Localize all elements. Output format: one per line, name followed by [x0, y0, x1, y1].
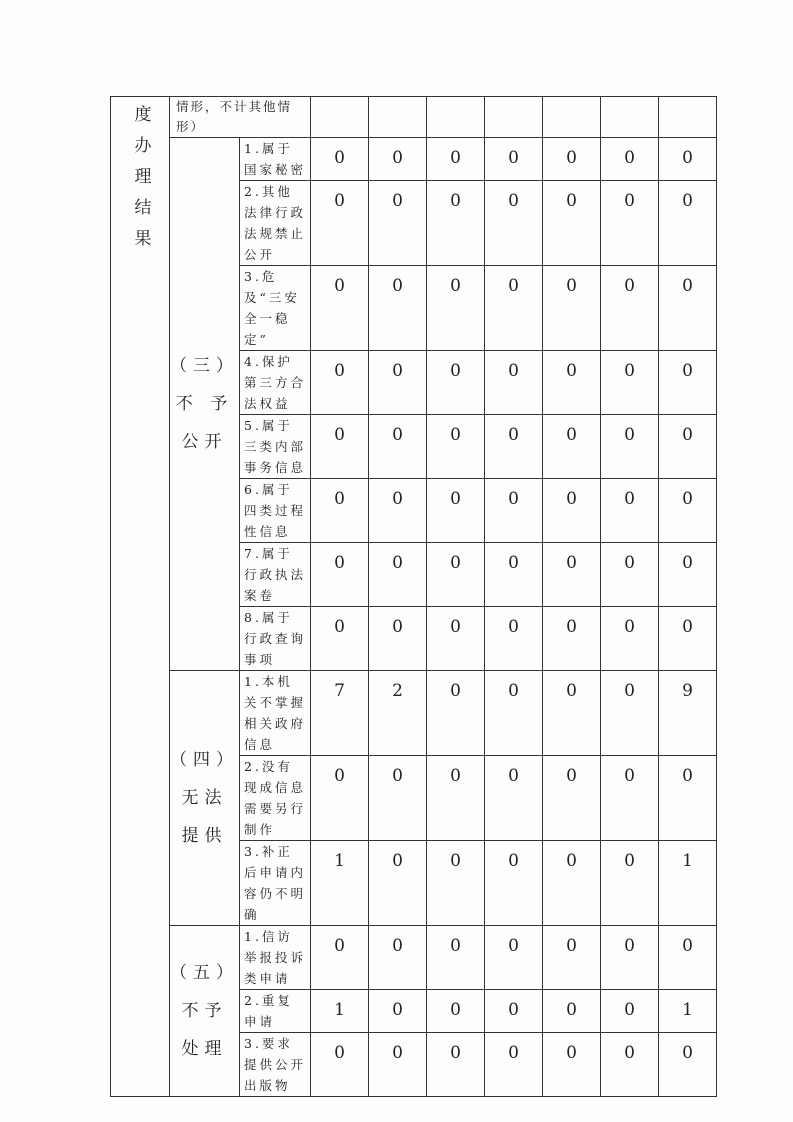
value-cell: 0 — [485, 138, 543, 181]
value-cell: 0 — [485, 990, 543, 1033]
empty-cell — [485, 97, 543, 138]
value-cell: 0 — [601, 990, 659, 1033]
value-cell: 0 — [659, 926, 717, 990]
item-label: 2.没有现成信息需要另行制作 — [240, 756, 311, 841]
item-label: 1.本机关不掌握相关政府信息 — [240, 671, 311, 756]
value-cell: 0 — [485, 543, 543, 607]
item-label: 1.信访举报投诉类申请 — [240, 926, 311, 990]
value-cell: 0 — [543, 181, 601, 266]
value-cell: 0 — [485, 415, 543, 479]
value-cell: 0 — [543, 479, 601, 543]
value-cell: 0 — [369, 351, 427, 415]
group-label-cell — [170, 671, 240, 926]
value-cell: 0 — [485, 756, 543, 841]
value-cell: 0 — [369, 756, 427, 841]
value-cell: 0 — [311, 1033, 369, 1097]
value-cell: 0 — [659, 415, 717, 479]
value-cell: 0 — [369, 266, 427, 351]
value-cell: 0 — [369, 841, 427, 926]
statistics-table — [110, 96, 717, 1097]
value-cell: 0 — [427, 756, 485, 841]
group-label-cell — [170, 926, 240, 1097]
value-cell: 0 — [543, 415, 601, 479]
item-label: 6.属于四类过程性信息 — [240, 479, 311, 543]
value-cell: 0 — [543, 756, 601, 841]
value-cell: 0 — [543, 351, 601, 415]
value-cell: 0 — [543, 1033, 601, 1097]
value-cell: 0 — [427, 415, 485, 479]
value-cell: 0 — [543, 266, 601, 351]
value-cell: 0 — [369, 926, 427, 990]
value-cell: 0 — [485, 181, 543, 266]
value-cell: 0 — [543, 543, 601, 607]
value-cell: 0 — [311, 479, 369, 543]
section-label-cell — [111, 97, 170, 1097]
empty-cell — [659, 97, 717, 138]
empty-cell — [427, 97, 485, 138]
value-cell: 0 — [543, 990, 601, 1033]
value-cell: 1 — [311, 990, 369, 1033]
empty-cell — [311, 97, 369, 138]
value-cell: 0 — [427, 181, 485, 266]
value-cell: 0 — [659, 138, 717, 181]
value-cell: 7 — [311, 671, 369, 756]
value-cell: 0 — [485, 607, 543, 671]
value-cell: 0 — [427, 479, 485, 543]
value-cell: 0 — [659, 607, 717, 671]
value-cell: 0 — [601, 841, 659, 926]
value-cell: 0 — [601, 181, 659, 266]
value-cell: 0 — [427, 1033, 485, 1097]
value-cell: 0 — [485, 841, 543, 926]
value-cell: 0 — [485, 351, 543, 415]
value-cell: 0 — [543, 671, 601, 756]
item-label: 2.其他法律行政法规禁止公开 — [240, 181, 311, 266]
value-cell: 0 — [369, 415, 427, 479]
value-cell: 0 — [311, 351, 369, 415]
value-cell: 0 — [485, 266, 543, 351]
value-cell: 0 — [369, 1033, 427, 1097]
item-label: 1.属于国家秘密 — [240, 138, 311, 181]
value-cell: 0 — [659, 479, 717, 543]
value-cell: 9 — [659, 671, 717, 756]
value-cell: 0 — [427, 138, 485, 181]
value-cell: 0 — [543, 926, 601, 990]
value-cell: 0 — [601, 543, 659, 607]
item-label: 5.属于三类内部事务信息 — [240, 415, 311, 479]
continuation-text: 情形，不计其他情形） — [170, 97, 311, 138]
value-cell: 0 — [601, 1033, 659, 1097]
value-cell: 0 — [601, 756, 659, 841]
section-label: 度办理结果 — [130, 105, 151, 260]
value-cell: 0 — [427, 266, 485, 351]
item-label: 8.属于行政查询事项 — [240, 607, 311, 671]
value-cell: 0 — [311, 756, 369, 841]
value-cell: 0 — [601, 415, 659, 479]
value-cell: 0 — [601, 351, 659, 415]
item-label: 3.危及“三安全一稳定” — [240, 266, 311, 351]
value-cell: 0 — [659, 351, 717, 415]
value-cell: 1 — [659, 990, 717, 1033]
value-cell: 1 — [311, 841, 369, 926]
item-label: 7.属于行政执法案卷 — [240, 543, 311, 607]
value-cell: 0 — [485, 671, 543, 756]
empty-cell — [369, 97, 427, 138]
value-cell: 0 — [427, 351, 485, 415]
value-cell: 0 — [659, 1033, 717, 1097]
group-label-line: 不予 — [181, 1001, 228, 1021]
empty-cell — [601, 97, 659, 138]
value-cell: 0 — [311, 266, 369, 351]
value-cell: 0 — [485, 479, 543, 543]
value-cell: 0 — [311, 543, 369, 607]
value-cell: 2 — [369, 671, 427, 756]
value-cell: 0 — [369, 990, 427, 1033]
value-cell: 0 — [601, 266, 659, 351]
value-cell: 0 — [369, 138, 427, 181]
group-label-line: （三） — [170, 356, 239, 376]
value-cell: 0 — [427, 671, 485, 756]
value-cell: 0 — [659, 181, 717, 266]
group-label-line: 公开 — [181, 432, 228, 452]
continuation-row — [111, 97, 717, 138]
value-cell: 0 — [601, 926, 659, 990]
value-cell: 0 — [369, 181, 427, 266]
value-cell: 0 — [427, 607, 485, 671]
group-label-cell — [170, 138, 240, 671]
value-cell: 0 — [601, 479, 659, 543]
item-label: 3.要求提供公开出版物 — [240, 1033, 311, 1097]
value-cell: 0 — [427, 926, 485, 990]
value-cell: 0 — [369, 479, 427, 543]
item-label: 2.重复申请 — [240, 990, 311, 1033]
value-cell: 0 — [659, 543, 717, 607]
item-label: 3.补正后申请内容仍不明确 — [240, 841, 311, 926]
group-label-line: （四） — [170, 750, 239, 770]
group-label-line: 提供 — [181, 826, 228, 846]
empty-cell — [543, 97, 601, 138]
table-row — [111, 926, 717, 990]
value-cell: 0 — [601, 671, 659, 756]
value-cell: 0 — [427, 543, 485, 607]
value-cell: 0 — [311, 181, 369, 266]
value-cell: 0 — [659, 756, 717, 841]
table-row — [111, 138, 717, 181]
value-cell: 0 — [485, 926, 543, 990]
value-cell: 0 — [485, 1033, 543, 1097]
value-cell: 0 — [543, 138, 601, 181]
value-cell: 0 — [601, 138, 659, 181]
value-cell: 0 — [311, 926, 369, 990]
value-cell: 0 — [543, 607, 601, 671]
value-cell: 0 — [369, 543, 427, 607]
group-label-line: 无法 — [181, 788, 228, 808]
value-cell: 0 — [311, 607, 369, 671]
value-cell: 0 — [543, 841, 601, 926]
value-cell: 0 — [311, 138, 369, 181]
value-cell: 0 — [659, 266, 717, 351]
value-cell: 1 — [659, 841, 717, 926]
value-cell: 0 — [427, 841, 485, 926]
value-cell: 0 — [601, 607, 659, 671]
group-label-line: （五） — [170, 963, 239, 983]
value-cell: 0 — [311, 415, 369, 479]
value-cell: 0 — [369, 607, 427, 671]
value-cell: 0 — [427, 990, 485, 1033]
table-row — [111, 671, 717, 756]
group-label-line: 处理 — [181, 1039, 228, 1059]
group-label-line: 不 予 — [175, 394, 234, 414]
item-label: 4.保护第三方合法权益 — [240, 351, 311, 415]
